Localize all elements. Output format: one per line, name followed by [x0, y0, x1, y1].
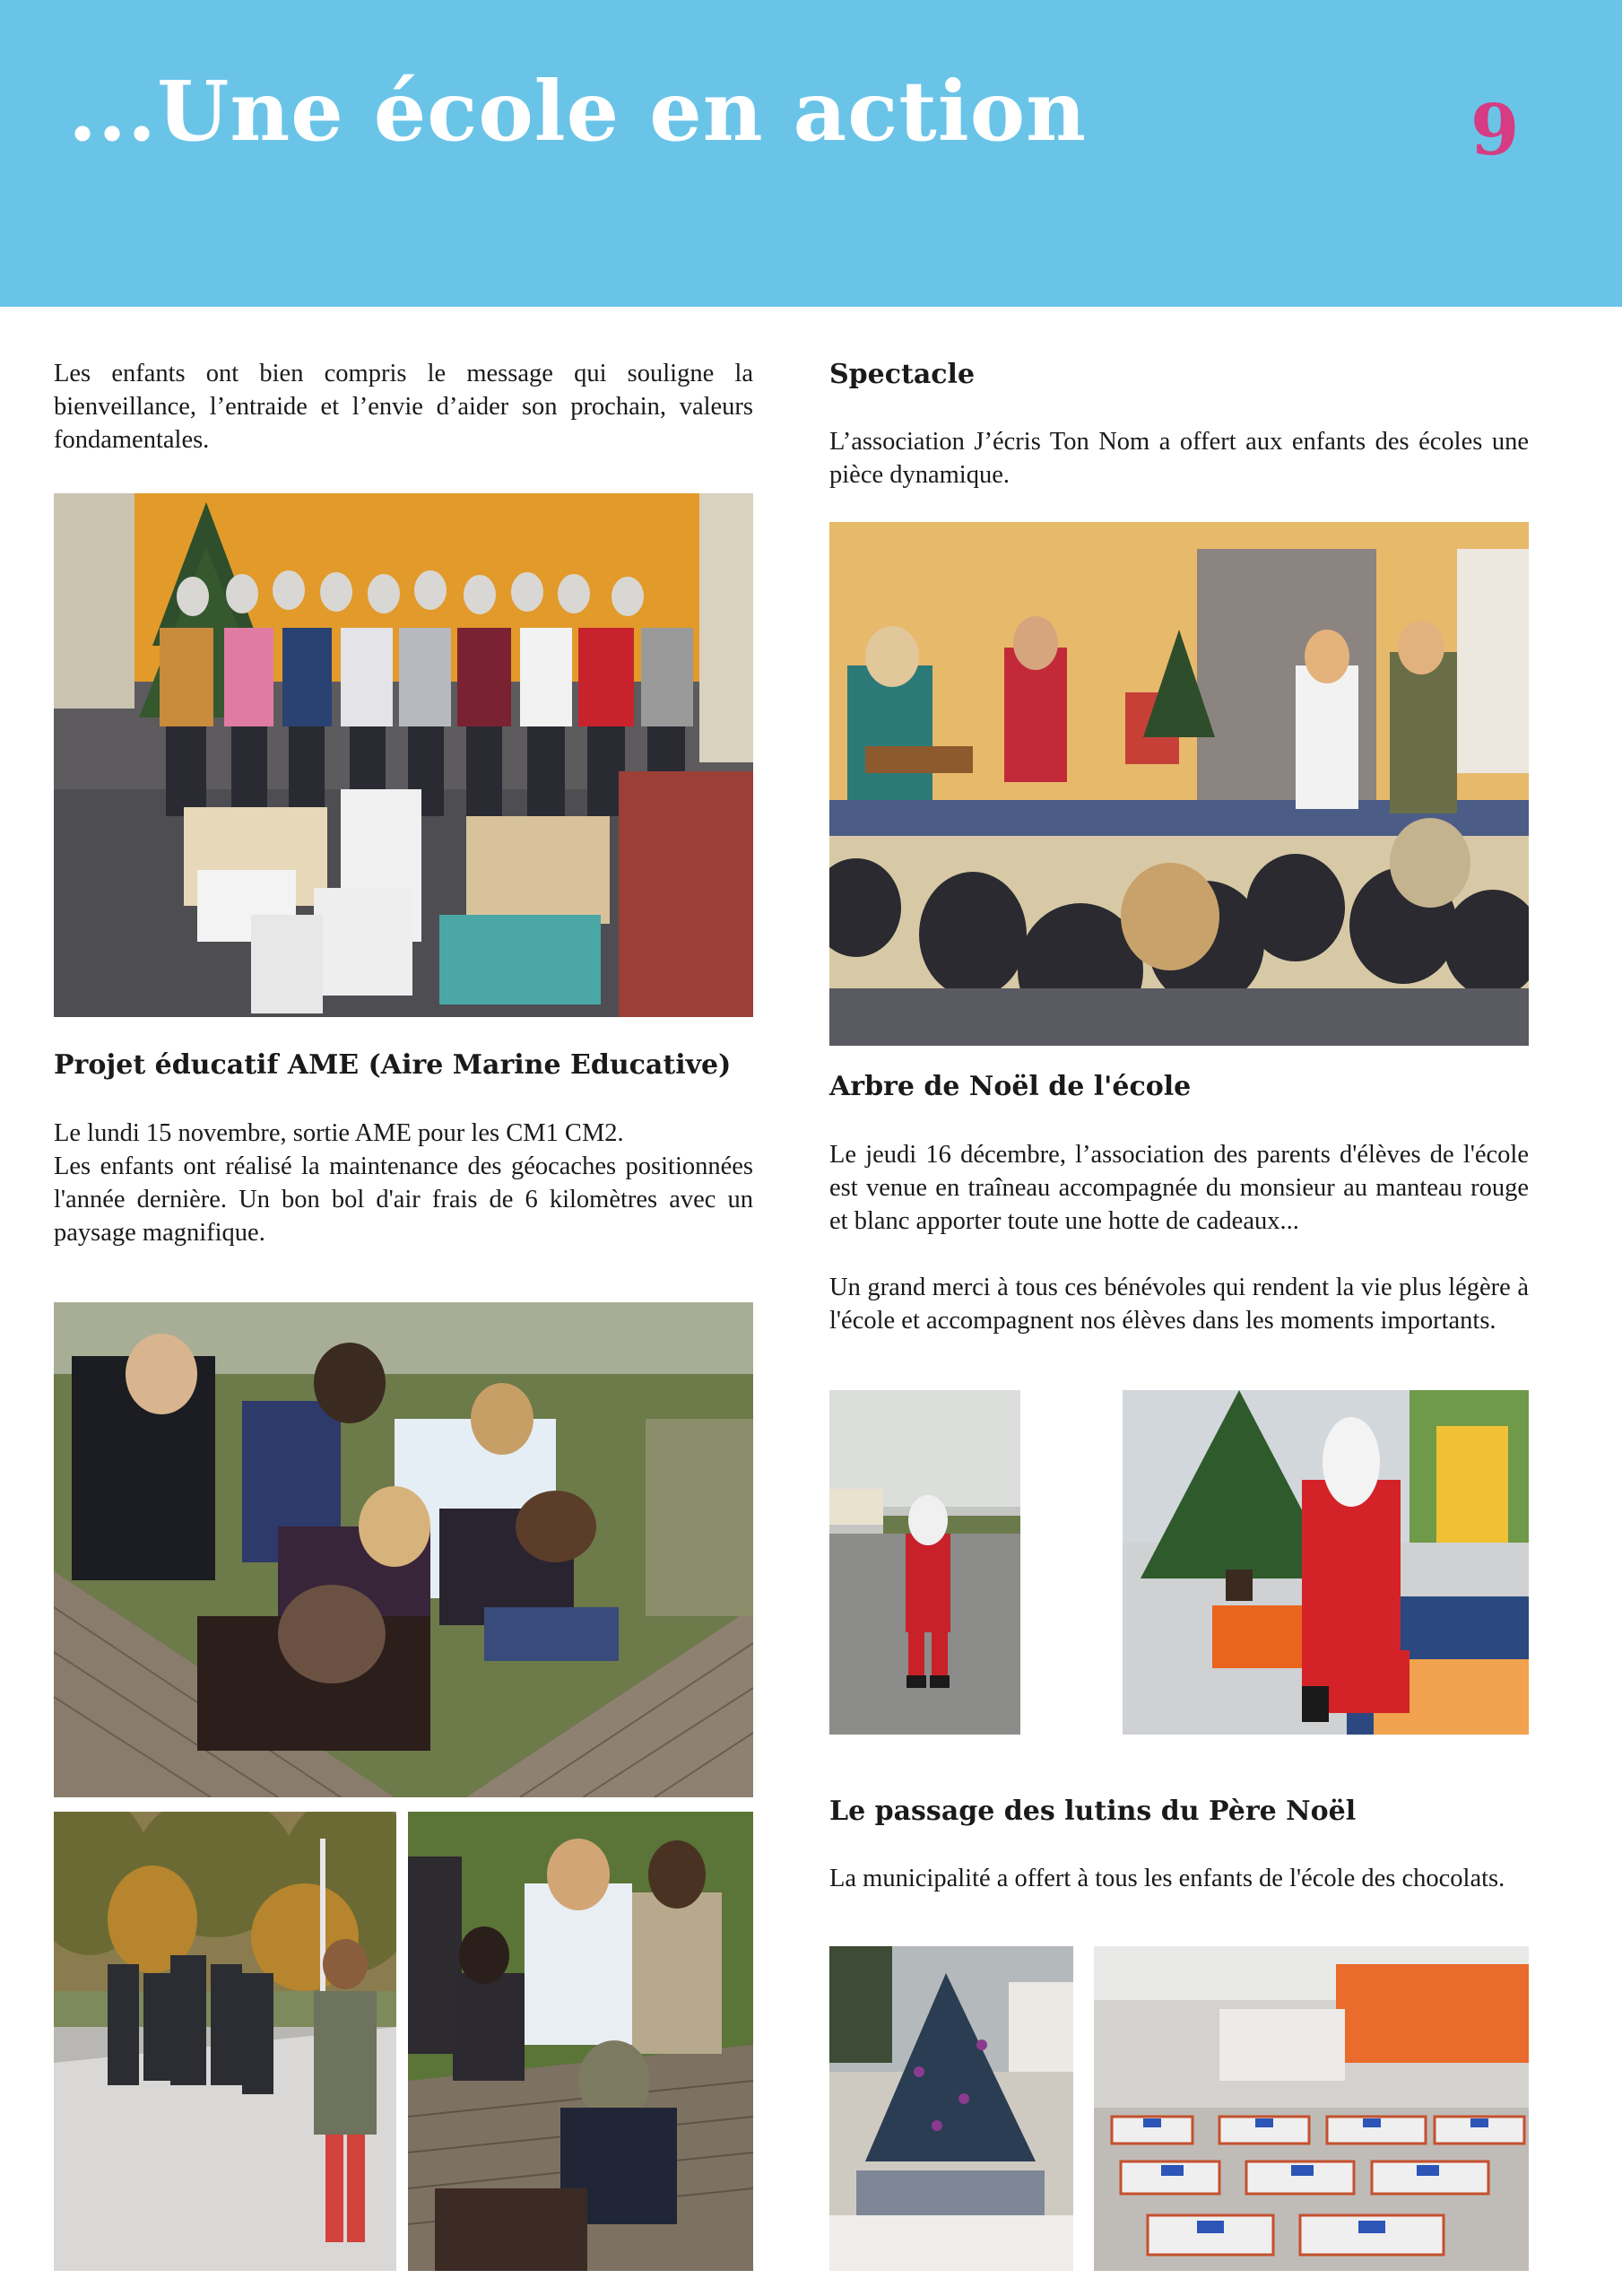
arbre-heading: Arbre de Noël de l'école: [829, 1071, 1192, 1102]
photo-walking-group: [54, 1812, 396, 2271]
ame-heading: Projet éducatif AME (Aire Marine Educative): [54, 1049, 732, 1081]
photo-classroom-desks: [1094, 1946, 1529, 2271]
intro-paragraph: Les enfants ont bien compris le message qui souligne la bienveillance, l’entraide et l’envie d’aider son prochain, valeurs fondamentales.: [54, 360, 753, 454]
photo-geocache-students: [54, 1302, 753, 1797]
photo-santa-tree: [1123, 1390, 1529, 1735]
ame-paragraph-2: Les enfants ont réalisé la maintenance des géocaches positionnées l'année dernière. Un bon bol d'air frais de 6 kilomètres avec un paysage magnifique.: [54, 1152, 753, 1247]
photo-class-with-gifts: [54, 493, 753, 1017]
arbre-paragraph-1: Le jeudi 16 décembre, l’association des parents d'élèves de l'école est venue en traîneau accompagnée du monsieur au manteau rouge et blanc apporter toute une hotte de cadeaux...: [829, 1141, 1529, 1235]
page-number: 9: [1470, 90, 1520, 171]
photo-theatre-show: [829, 522, 1529, 1046]
photo-chocolates-tree: [829, 1946, 1073, 2271]
lutins-heading: Le passage des lutins du Père Noël: [829, 1796, 1357, 1827]
ame-paragraph-1: Le lundi 15 novembre, sortie AME pour les CM1 CM2.: [54, 1119, 624, 1147]
page-title: ...Une école en action: [68, 63, 1087, 160]
photo-kids-boardwalk: [408, 1812, 753, 2271]
photo-santa-outside: [829, 1390, 1020, 1735]
arbre-paragraph-2: Un grand merci à tous ces bénévoles qui rendent la vie plus légère à l'école et accompagnent nos élèves dans les moments importants.: [829, 1274, 1529, 1335]
lutins-paragraph: La municipalité a offert à tous les enfants de l'école des chocolats.: [829, 1865, 1505, 1892]
spectacle-heading: Spectacle: [829, 359, 976, 390]
spectacle-paragraph: L’association J’écris Ton Nom a offert aux enfants des écoles une pièce dynamique.: [829, 428, 1529, 489]
